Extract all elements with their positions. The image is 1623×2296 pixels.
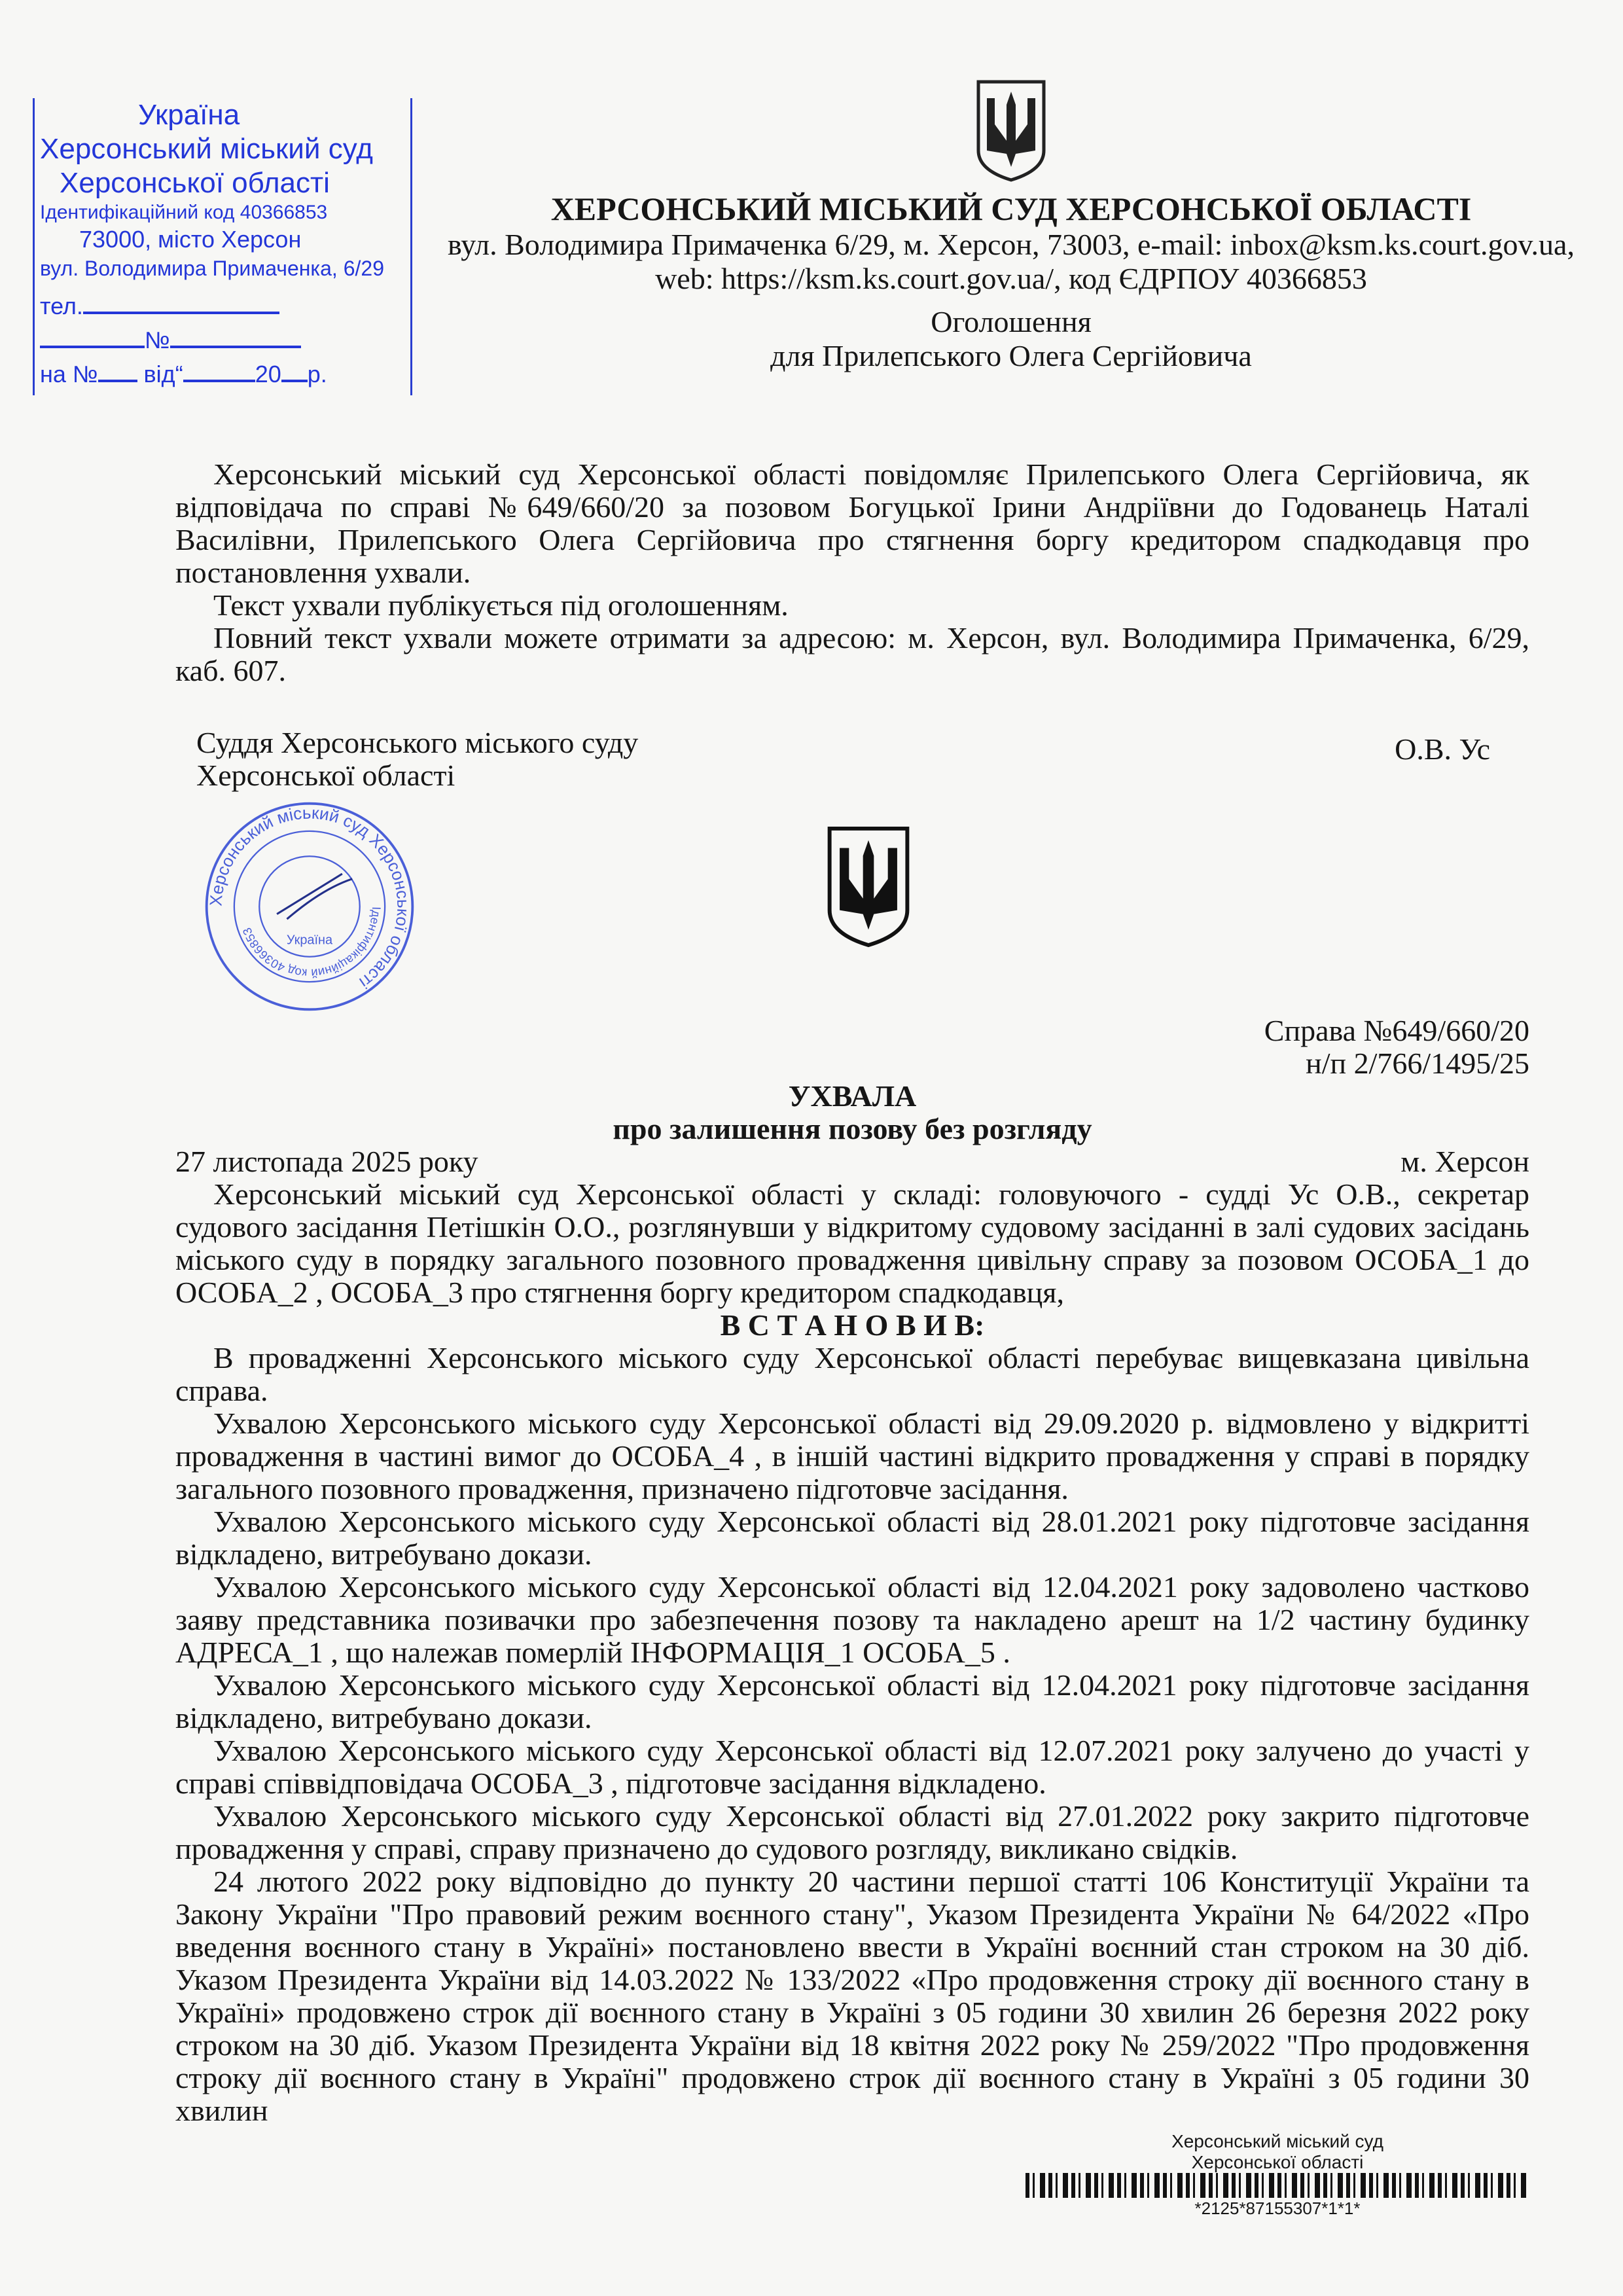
stamp-quote: “: [175, 361, 183, 387]
footer-stamp-line: Херсонської області: [1191, 2152, 1364, 2172]
ruling-paragraph: В провадженні Херсонського міського суду Херсонської області перебуває вищевказана цивільна справа.: [175, 1341, 1529, 1407]
stamp-yr: р.: [307, 361, 327, 387]
ruling-city: м. Херсон: [1400, 1145, 1529, 1178]
stamp-tel-label: тел.: [40, 293, 83, 319]
coat-of-arms-icon: [975, 79, 1047, 183]
date-place-row: [175, 1145, 1529, 1178]
stamp-line: Херсонської області: [60, 167, 330, 199]
ruling-paragraph: Ухвалою Херсонського міського суду Херсонської області від 12.07.2021 року залучено до участі у справі співвідповідача ОСОБА_3 , підготовче засідання відкладено.: [175, 1734, 1529, 1800]
barcode-text: *2125*87155307*1*1*: [1194, 2198, 1361, 2218]
document-body: [175, 458, 1529, 2219]
ruling-paragraph: Ухвалою Херсонського міського суду Херсонської області від 28.01.2021 року підготовче засідання відкладено, витребувано докази.: [175, 1505, 1529, 1571]
judge-title: Суддя Херсонського міського суду: [196, 726, 639, 759]
ruling-paragraph: Ухвалою Херсонського міського суду Херсонської області від 27.01.2022 року закрито підготовче провадження у справі, справу призначено до судового розгляду, викликано свідків.: [175, 1799, 1529, 1865]
ruling-paragraph: Ухвалою Херсонського міського суду Херсонської області від 29.09.2020 р. відмовлено у відкритті провадження в частині вимог до ОСОБА_4 , в іншій частині відкрито провадження у справі в порядку загального позовного провадження, призначено підготовче засідання.: [175, 1407, 1529, 1505]
case-number: Справа №649/660/20: [1264, 1014, 1529, 1047]
stamp-line: Ідентифікаційний код 40366853: [40, 202, 328, 223]
stamp-no-label: №: [145, 327, 170, 353]
footer-block: [1026, 2131, 1529, 2219]
notice-paragraph: Херсонський міський суд Херсонської області повідомляє Прилепського Олега Сергійовича, як відповідача по справі №649/660/20 за позовом Богуцької Ірини Андріївни до Годованець Наталі Василівни, Прилепського Олега Сергійовича про стягнення боргу кредитором спадкодавця про постановлення ухвали.: [175, 457, 1529, 589]
stamp-line: вул. Володимира Примаченка, 6/29: [40, 257, 384, 280]
judge-signature-block: [175, 726, 1529, 792]
ruling-intro: Херсонський міський суд Херсонської області у складі: головуючого - судді Ус О.В., секретар судового засідання Петішкін О.О., розглянувши у відкритому судовому засіданні в залі судових засідань міського суду в порядку загального позовного провадження цивільну справу за позовом ОСОБА_1 до ОСОБА_2 , ОСОБА_3 про стягнення боргу кредитором спадкодавця,: [175, 1177, 1529, 1309]
judge-title: Херсонської області: [196, 759, 455, 792]
signature: [277, 874, 352, 919]
ruling-date: 27 листопада 2025 року: [175, 1145, 478, 1178]
coat-of-arms-icon: [800, 825, 937, 949]
seal-outer-text: Херсонський міський суд Херсонської області: [205, 802, 414, 993]
seal-country: Україна: [286, 933, 333, 948]
stamp-line: Херсонський міський суд: [40, 133, 373, 165]
seal-and-emblem: [175, 798, 1529, 1014]
footer-stamp: [1026, 2131, 1529, 2173]
seal-code-text: Ідентифікаційний код 40366853: [240, 906, 383, 981]
notice-paragraph: Повний текст ухвали можете отримати за адресою: м. Херсон, вул. Володимира Примаченка, 6/29, каб. 607.: [175, 621, 1529, 687]
footer-stamp-line: Херсонський міський суд: [1171, 2131, 1383, 2151]
court-web: web: https://ksm.ks.court.gov.ua/, код ЄДРПОУ 40366853: [655, 262, 1367, 295]
ruling-paragraph: Ухвалою Херсонського міського суду Херсонської області від 12.04.2021 року задоволено частково заяву представника позивачки про забезпечення позову та накладено арешт на 1/2 частину будинку АДРЕСА_1 , що належав померлій ІНФОРМАЦІЯ_1 ОСОБА_5 .: [175, 1570, 1529, 1669]
stamp-from-label: від: [143, 361, 175, 387]
ruling-paragraph: 24 лютого 2022 року відповідно до пункту 20 частини першої статті 106 Конституції України та Закону України "Про правовий режим воєнного стану", Указом Президента України № 64/2022 «Про введення воєнного стану в Україні» постановлено ввести в Україні воєнний стан строком на 30 діб. Указом Президента України від 14.03.2022 № 133/2022 «Про продовження строку дії воєнного стану в Україні» продовжено строк дії воєнного стану в Україні з 05 години 30 хвилин 26 березня 2022 року строком на 30 діб. Указом Президента України від 18 квітня 2022 року № 259/2022 "Про продовження строку дії воєнного стану в Україні" продовжено строк дії воєнного стану в Україні з 05 години 30 хвилин: [175, 1865, 1529, 2127]
ruling-paragraph: Ухвалою Херсонського міського суду Херсонської області від 12.04.2021 року підготовче засідання відкладено, витребувано докази.: [175, 1668, 1529, 1734]
stamp-line: Україна: [138, 99, 240, 131]
notice-paragraph: Текст ухвали публікується під оголошенням.: [213, 588, 789, 622]
barcode: [1026, 2173, 1529, 2198]
registration-stamp: [33, 98, 412, 395]
ruling-title: УХВАЛА: [788, 1079, 917, 1113]
notice-recipient: для Прилепського Олега Сергійовича: [770, 339, 1252, 372]
court-name: ХЕРСОНСЬКИЙ МІСЬКИЙ СУД ХЕРСОНСЬКОЇ ОБЛАСТІ: [550, 190, 1472, 227]
judge-name: О.В. Ус: [1395, 732, 1490, 766]
court-address: вул. Володимира Примаченка 6/29, м. Херсон, 73003, e-mail: inbox@ksm.ks.court.gov.ua,: [448, 228, 1575, 261]
stamp-year: 20: [255, 361, 281, 387]
letterhead: [432, 190, 1590, 373]
proceeding-number: н/п 2/766/1495/25: [1306, 1047, 1529, 1080]
round-court-seal: [202, 798, 418, 1014]
stamp-reno-label: на №: [40, 361, 98, 387]
ruling-subtitle: про залишення позову без розгляду: [613, 1112, 1092, 1145]
stamp-line: 73000, місто Херсон: [79, 226, 302, 253]
notice-title: Оголошення: [931, 305, 1092, 338]
established-heading: В С Т А Н О В И В:: [720, 1308, 985, 1342]
